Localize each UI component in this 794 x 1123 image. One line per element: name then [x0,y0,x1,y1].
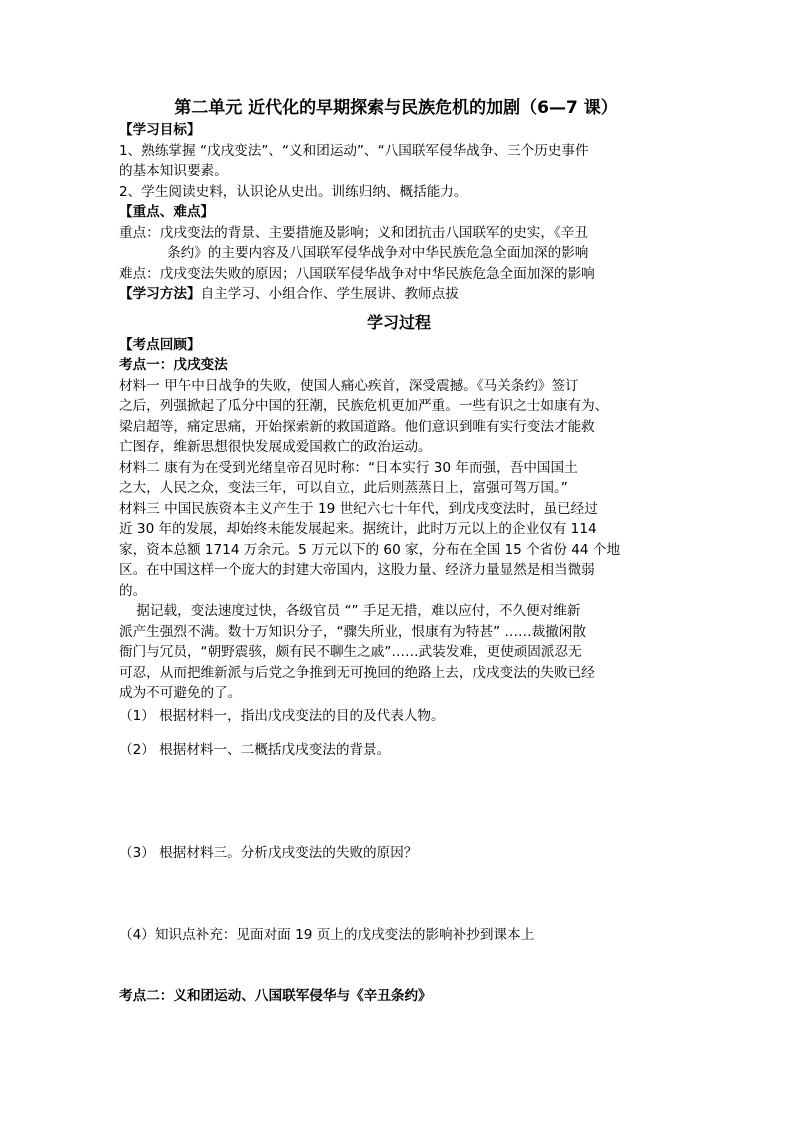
keypoints-heading: 【重点、难点】 [119,204,215,220]
page-title: 第二单元 近代化的早期探索与民族危机的加剧（6—7 课） [174,98,618,118]
goals-line: 1、熟练掌握 “戊戌变法”、“义和团运动”、“八国联军侵华战争、三个历史事件 [119,142,589,159]
question-4: （4）知识点补充：见面对面 19 页上的戊戌变法的影响补抄到课本上 [119,927,535,943]
goals-line: 的基本知识要素。 [119,163,228,179]
material1-line: 之后，列强掀起了瓜分中国的狂潮，民族危机更加严重。一些有识之士如康有为、 [119,398,609,414]
question-1: （1） 根据材料一，指出戊戌变法的目的及代表人物。 [119,707,445,724]
point2-heading: 考点二：义和团运动、八国联军侵华与《辛丑条约》 [119,987,432,1004]
material4-line: 派产生强烈不满。数十万知识分子，“骤失所业，恨康有为特甚” ……裁撤闲散 [119,623,586,640]
material2-line: 材料二 康有为在受到光绪皇帝召见时称：“日本实行 30 年而强，吾中国国土 [119,459,578,476]
keypoints-line: 难点：戊戌变法失败的原因；八国联军侵华战争对中华民族危急全面加深的影响 [119,265,595,282]
question-3: （3） 根据材料三。分析戊戌变法的失败的原因？ [119,844,418,861]
material4-line: 据记载，变法速度过快，各级官员 “” 手足无措，难以应付，不久便对维新 [119,603,581,619]
method-text: 自主学习、小组合作、学生展讲、教师点拔 [200,286,459,302]
point1-heading: 考点一：戊戌变法 [119,357,228,373]
keypoints-line: 重点：戊戌变法的背景、主要措施及影响；义和团抗击八国联军的史实，《辛丑 [119,224,588,241]
material2-line: 之大，人民之众，变法三年，可以自立，此后则蒸蒸日上，富强可驾万国。” [119,480,568,496]
goals-heading: 【学习目标】 [119,122,201,138]
goals-line: 2、学生阅读史料，认识论从史出。训练归纳、概括能力。 [119,183,468,200]
material3-line: 近 30 年的发展，却始终未能发展起来。据统计，此时万元以上的企业仅有 114 [119,521,597,537]
material3-line: 家，资本总额 1714 万余元。5 万元以下的 60 家，分布在全国 15 个省份 44 个地 [119,541,621,558]
method-heading: 【学习方法】 [119,286,201,302]
material3-line: 材料三 中国民族资本主义产生于 19 世纪六七十年代，到戊戌变法时，虽已经过 [119,500,598,517]
keypoints-line: 条约》的主要内容及八国联军侵华战争对中华民族危急全面加深的影响 [167,245,589,261]
question-2: （2） 根据材料一、二概括戊戌变法的背景。 [119,742,391,758]
process-title: 学习过程 [366,312,431,332]
document-page [119,96,679,1006]
material3-line: 的。 [119,582,147,599]
material4-line: 成为不可避免的了。 [119,685,242,701]
review-heading: 【考点回顾】 [119,336,201,353]
material1-line: 材料一 甲午中日战争的失败，使国人痛心疾首，深受震撼。《马关条约》签订 [119,377,579,394]
method-line [119,284,679,305]
material4-line: 可忍，从而把维新派与后党之争推到无可挽回的绝路上去，戊戌变法的失败已经 [119,664,595,681]
material3-line: 区。在中国这样一个庞大的封建大帝国内，这股力量、经济力量显然是相当微弱 [119,562,595,578]
material1-line: 梁启超等，痛定思痛，开始探索新的救国道路。他们意识到唯有实行变法才能救 [119,418,595,435]
material1-line: 亡图存，维新思想很快发展成爱国救亡的政治运动。 [119,439,432,455]
material4-line: 衙门与冗员，“朝野震骇，颇有民不聊生之戚”……武装发难，更使顽固派忍无 [119,644,582,660]
